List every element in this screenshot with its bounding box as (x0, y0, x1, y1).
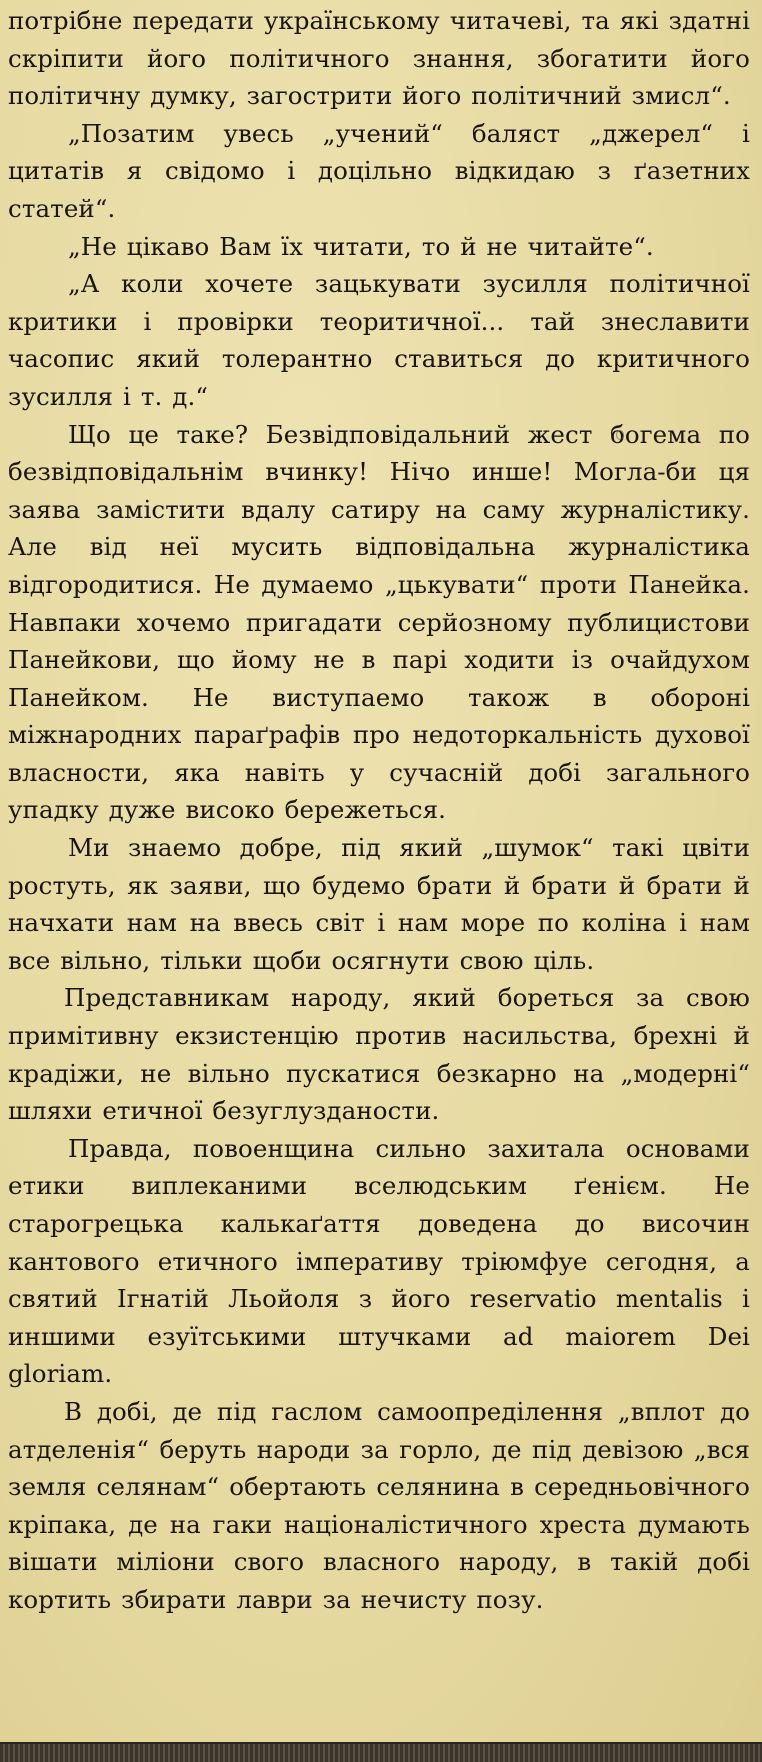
paragraph-9: В добі, де під гаслом самоопреділення „вплот до атделенія“ беруть народи за горло, де під девізою „вся земля селянам“ обертають селянина в середньовічного кріпака, де на гаки націоналістичного хреста думають вішати міліони свого власного народу, в такій добі кортить збирати лаври за нечисту позу. (8, 1396, 750, 1614)
print-speck (616, 430, 624, 440)
paragraph-5: Що це таке? Безвідповідальний жест богема по безвідповідальнім вчинку! Нічо инше! Могла-би ця заява замістити вдалу сатиру на саму журналістику. Але від неї мусить відповідальна журналістика відгородитися. Не думаемо „цькувати“ проти Панейка. Навпаки хочемо пригадати серйозному публицистови Панейкови, що йому не в парі ходити із очайдухом Панейком. Не виступаемо також в обороні міжнародних параґрафів про недоторкальність духової власности, яка навіть у сучасній добі загального упадку дуже високо бережеться. (8, 419, 750, 825)
paragraph-7: Представникам народу, який бореться за свою примітивну екзистенцію против насильства, брехні й крадіжи, не вільно пускатися безкарно на „модерні“ шляхи етичної безуглузданости. (8, 983, 750, 1126)
article-text-column (8, 2, 750, 1619)
paragraph-4: „А коли хочете зацькувати зусилля політичної критики і провірки теоритичної... тай знеславити часопис який толерантно ставиться до критичного зусилля і т. д.“ (8, 269, 750, 411)
paragraph-1: потрібне передати українському читачеві, та які здатні скріпити його політичного знання, збогатити його політичну думку, загострити його політичний змисл“. (8, 6, 750, 111)
paragraph-8: Правда, повоенщина сильно захитала основами етики виплеканими вселюдським ґенієм. Не старогрецька калькаґаття доведена до височин кантового етичного імперативу тріюмфуе сегодня, а святий Ігнатій Льойоля з його reservatio mentalis і иншими езуїтськими штучками ad maiorem Dei gloriam. (8, 1133, 750, 1389)
bottom-rule-divider (0, 1742, 762, 1762)
paragraph-3: „Не цікаво Вам їх читати, то й не читайте“. (68, 231, 654, 261)
paragraph-6: Ми знаемо добре, під який „шумок“ такі цвіти ростуть, як заяви, що будемо брати й брати й брати й начхати нам на ввесь світ і нам море по коліна і нам все вільно, тільки щоби осягнути свою ціль. (8, 833, 750, 975)
paragraph-2: „Позатим увесь „учений“ баляст „джерел“ і цитатів я свідомо і доцільно відкидаю з ґазетних статей“. (8, 118, 750, 223)
